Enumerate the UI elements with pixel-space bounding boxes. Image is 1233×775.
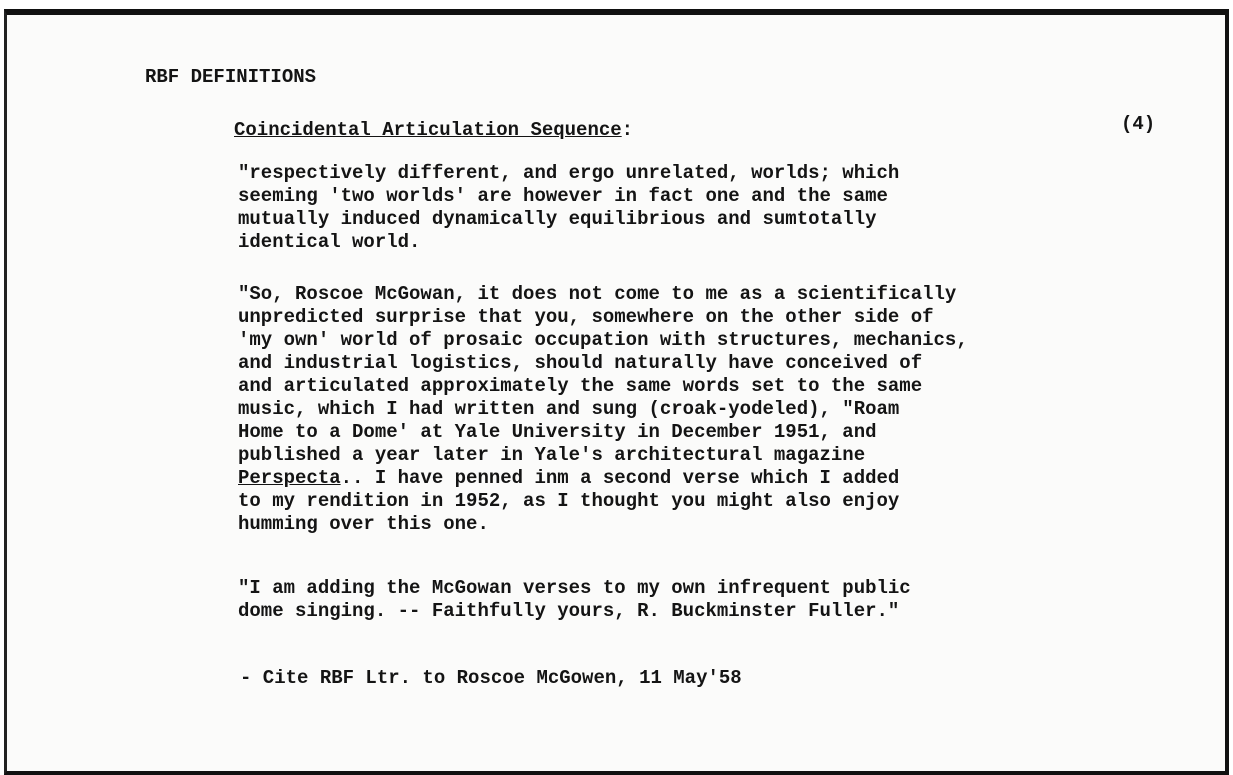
page-header: RBF DEFINITIONS [145,66,317,88]
paragraph-2-text-a: "So, Roscoe McGowan, it does not come to me as a scientifically unpredicted surprise that you, somewhere on the other side of 'my own' world of prosaic occupation with structures, mechanics, and industrial logistics, should naturally have conceived of and articulated approximately the same words set to the same music, which I had written and sung (croak-yodeled), "Roam Home to a Dome' at Yale University in December 1951, and published a year later in Yale's architectural magazine [238,283,968,466]
definition-card [4,9,1229,775]
paragraph-2-text-b: .. I have penned inm a second verse which I added to my rendition in 1952, as I thought you might also enjoy humming over this one. [238,467,900,535]
definition-paragraph-3: "I am adding the McGowan verses to my own infrequent public dome singing. -- Faithfully yours, R. Buckminster Fuller." [238,577,911,622]
citation: - Cite RBF Ltr. to Roscoe McGowen, 11 May'58 [240,667,742,689]
term-title: Coincidental Articulation Sequence [234,119,622,141]
card-number: (4) [1121,113,1156,135]
definition-paragraph-2 [238,283,1198,536]
magazine-title: Perspecta [238,467,341,489]
term-colon: : [621,119,634,141]
definition-term [234,121,633,140]
definition-paragraph-1: "respectively different, and ergo unrelated, worlds; which seeming 'two worlds' are however in fact one and the same mutually induced dynamically equilibrious and sumtotally identical world. [238,162,900,253]
